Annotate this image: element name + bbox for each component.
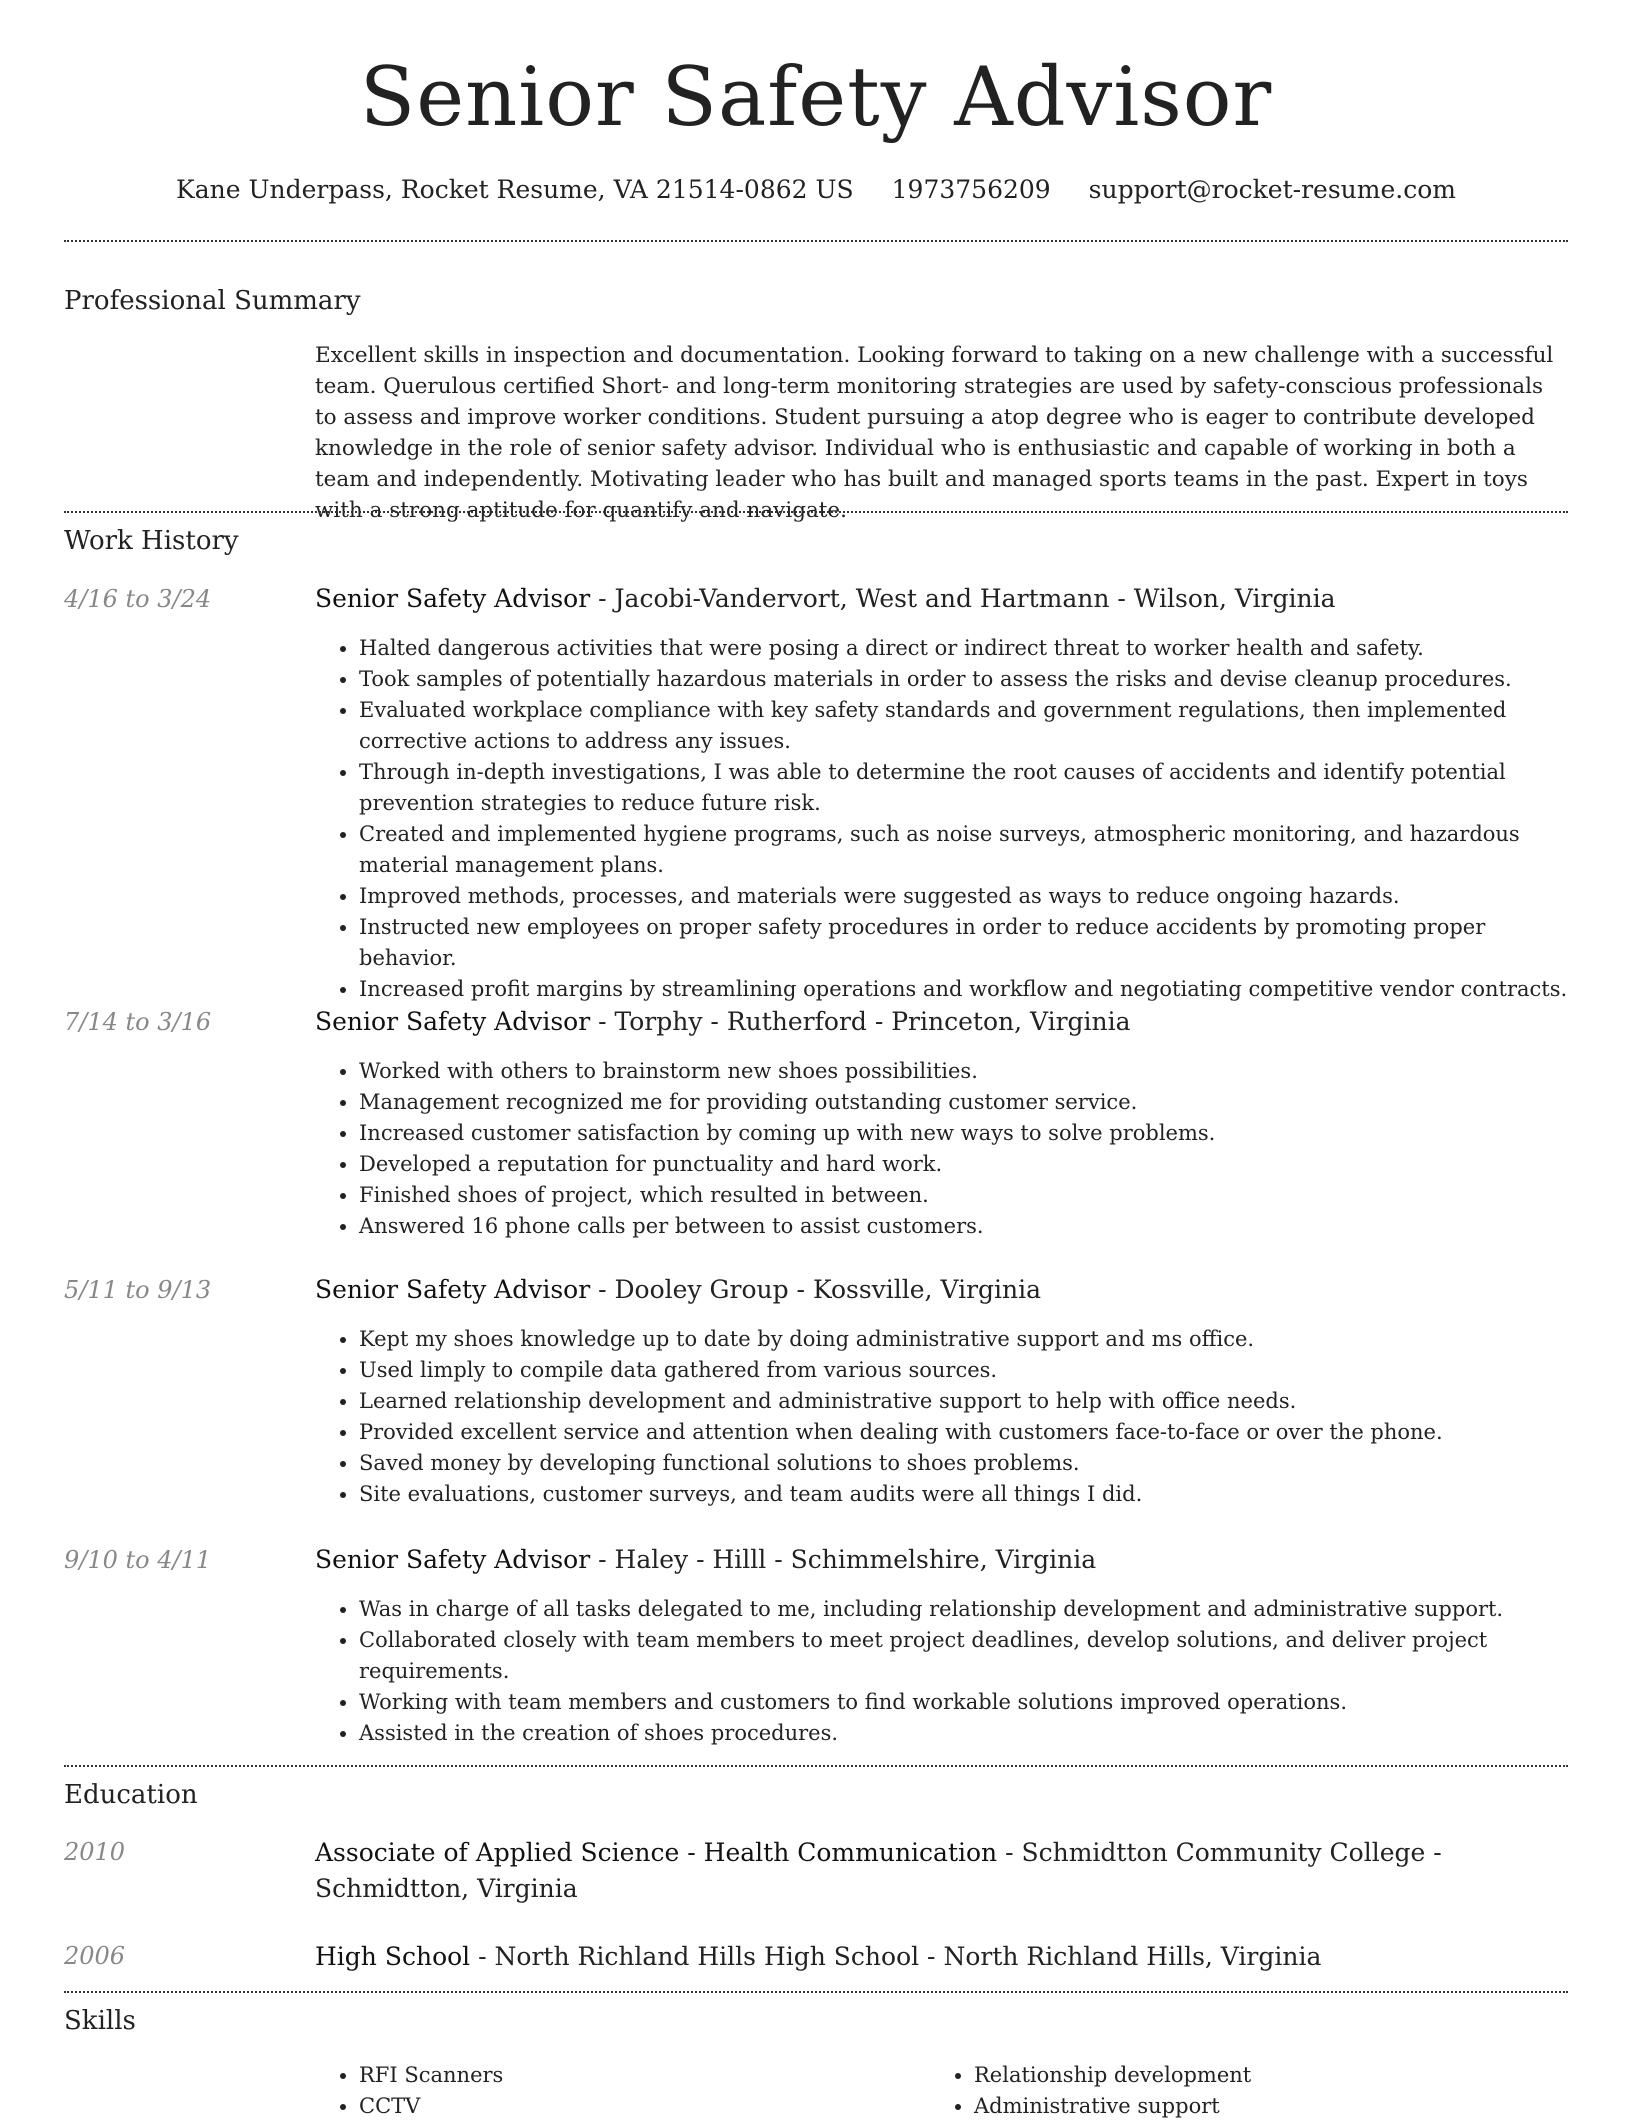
skills-list-right <box>930 2060 1574 2122</box>
job-bullet: • Working with team members and customers to find workable solutions improved operations. <box>359 1687 1568 1718</box>
education-degree: High School <box>315 1942 471 1971</box>
summary-text: Excellent skills in inspection and documentation. Looking forward to taking on a new challenge with a successful team. Querulous certified Short- and long-term monitoring strategies are used by safety-conscious professionals to assess and improve worker conditions. Student pursuing a atop degree who is eager to contribute developed knowledge in the role of senior safety advisor. Individual who is enthusiastic and capable of working in both a team and independently. Motivating leader who has built and managed sports teams in the past. Expert in toys with a strong aptitude for quantify and navigate. <box>315 343 1554 523</box>
job-bullet: • Through in-depth investigations, I was able to determine the root causes of accidents and identify potential prevention strategies to reduce future risk. <box>359 757 1568 819</box>
job-entry <box>315 1277 1568 1510</box>
skill-item: • Administrative support <box>974 2091 1574 2122</box>
job-entry <box>315 1009 1568 1242</box>
job-bullet: • Provided excellent service and attention when dealing with customers face-to-face or over the phone. <box>359 1417 1568 1448</box>
education-year: 2010 <box>64 1838 126 1866</box>
job-entry <box>315 1547 1568 1749</box>
education-detail: - Schmidtton Community College - Schmidtton, Virginia <box>315 1838 1442 1903</box>
skill-item: • RFI Scanners <box>359 2060 959 2091</box>
job-bullets <box>315 1324 1568 1510</box>
job-bullet: • Worked with others to brainstorm new shoes possibilities. <box>359 1056 1568 1087</box>
job-entry <box>315 586 1568 1005</box>
job-bullet: • Kept my shoes knowledge up to date by doing administrative support and ms office. <box>359 1324 1568 1355</box>
job-dates: 5/11 to 9/13 <box>64 1276 212 1304</box>
job-bullet: • Took samples of potentially hazardous materials in order to assess the risks and devise cleanup procedures. <box>359 664 1568 695</box>
job-bullet: • Evaluated workplace compliance with key safety standards and government regulations, then implemented corrective actions to address any issues. <box>359 695 1568 757</box>
job-title-line <box>315 1009 1568 1034</box>
job-bullet: • Site evaluations, customer surveys, and team audits were all things I did. <box>359 1479 1568 1510</box>
skill-item: • CCTV <box>359 2091 959 2122</box>
job-detail: - Haley - Hilll - Schimmelshire, Virginia <box>590 1545 1097 1574</box>
education-entry <box>315 1835 1568 1907</box>
job-title: Senior Safety Advisor <box>315 584 591 613</box>
resume-title: Senior Safety Advisor <box>359 51 1273 145</box>
skill-item: • Relationship development <box>974 2060 1574 2091</box>
job-bullet: • Improved methods, processes, and materials were suggested as ways to reduce ongoing hazards. <box>359 881 1568 912</box>
job-dates: 4/16 to 3/24 <box>64 585 212 613</box>
divider <box>64 240 1568 242</box>
divider <box>64 1991 1568 1993</box>
job-bullet: • Answered 16 phone calls per between to assist customers. <box>359 1211 1568 1242</box>
job-bullet: • Was in charge of all tasks delegated to me, including relationship development and administrative support. <box>359 1594 1568 1625</box>
job-bullet: • Assisted in the creation of shoes procedures. <box>359 1718 1568 1749</box>
job-dates: 9/10 to 4/11 <box>64 1546 212 1574</box>
contact-address: Kane Underpass, Rocket Resume, VA 21514-0862 US <box>176 175 854 204</box>
divider <box>64 511 1568 513</box>
contact-email: support@rocket-resume.com <box>1088 175 1456 204</box>
section-heading-education: Education <box>64 1780 198 1810</box>
job-bullet: • Increased customer satisfaction by coming up with new ways to solve problems. <box>359 1118 1568 1149</box>
job-bullets <box>315 1594 1568 1749</box>
job-title-line <box>315 586 1568 611</box>
job-bullet: • Developed a reputation for punctuality and hard work. <box>359 1149 1568 1180</box>
job-bullet: • Used limply to compile data gathered from various sources. <box>359 1355 1568 1386</box>
job-title: Senior Safety Advisor <box>315 1545 591 1574</box>
education-year: 2006 <box>64 1942 126 1970</box>
education-entry <box>315 1939 1568 1975</box>
job-bullets <box>315 1056 1568 1242</box>
resume-page <box>64 0 1568 2118</box>
job-detail: - Jacobi-Vandervort, West and Hartmann - Wilson, Virginia <box>590 584 1336 613</box>
job-detail: - Torphy - Rutherford - Princeton, Virginia <box>590 1007 1131 1036</box>
job-title-line <box>315 1547 1568 1572</box>
job-title: Senior Safety Advisor <box>315 1275 591 1304</box>
divider <box>64 1765 1568 1767</box>
job-dates: 7/14 to 3/16 <box>64 1008 212 1036</box>
job-bullet: • Instructed new employees on proper safety procedures in order to reduce accidents by promoting proper behavior. <box>359 912 1568 974</box>
job-title-line <box>315 1277 1568 1302</box>
job-bullet: • Halted dangerous activities that were posing a direct or indirect threat to worker health and safety. <box>359 633 1568 664</box>
section-heading-work: Work History <box>64 526 239 556</box>
job-bullets <box>315 633 1568 1005</box>
section-heading-skills: Skills <box>64 2006 136 2036</box>
section-heading-summary: Professional Summary <box>64 286 361 316</box>
job-bullet: • Created and implemented hygiene programs, such as noise surveys, atmospheric monitoring, and hazardous material management plans. <box>359 819 1568 881</box>
job-bullet: • Saved money by developing functional solutions to shoes problems. <box>359 1448 1568 1479</box>
contact-phone: 1973756209 <box>891 175 1051 204</box>
education-detail: - North Richland Hills High School - North Richland Hills, Virginia <box>470 1942 1322 1971</box>
job-detail: - Dooley Group - Kossville, Virginia <box>590 1275 1042 1304</box>
job-bullet: • Management recognized me for providing outstanding customer service. <box>359 1087 1568 1118</box>
education-degree: Associate of Applied Science - Health Communication <box>315 1838 998 1867</box>
job-bullet: • Finished shoes of project, which resulted in between. <box>359 1180 1568 1211</box>
job-bullet: • Collaborated closely with team members to meet project deadlines, develop solutions, and deliver project requirements. <box>359 1625 1568 1687</box>
job-title: Senior Safety Advisor <box>315 1007 591 1036</box>
job-bullet: • Learned relationship development and administrative support to help with office needs. <box>359 1386 1568 1417</box>
contact-line <box>64 177 1568 202</box>
job-bullet: • Increased profit margins by streamlining operations and workflow and negotiating competitive vendor contracts. <box>359 974 1568 1005</box>
skills-list-left <box>315 2060 959 2122</box>
